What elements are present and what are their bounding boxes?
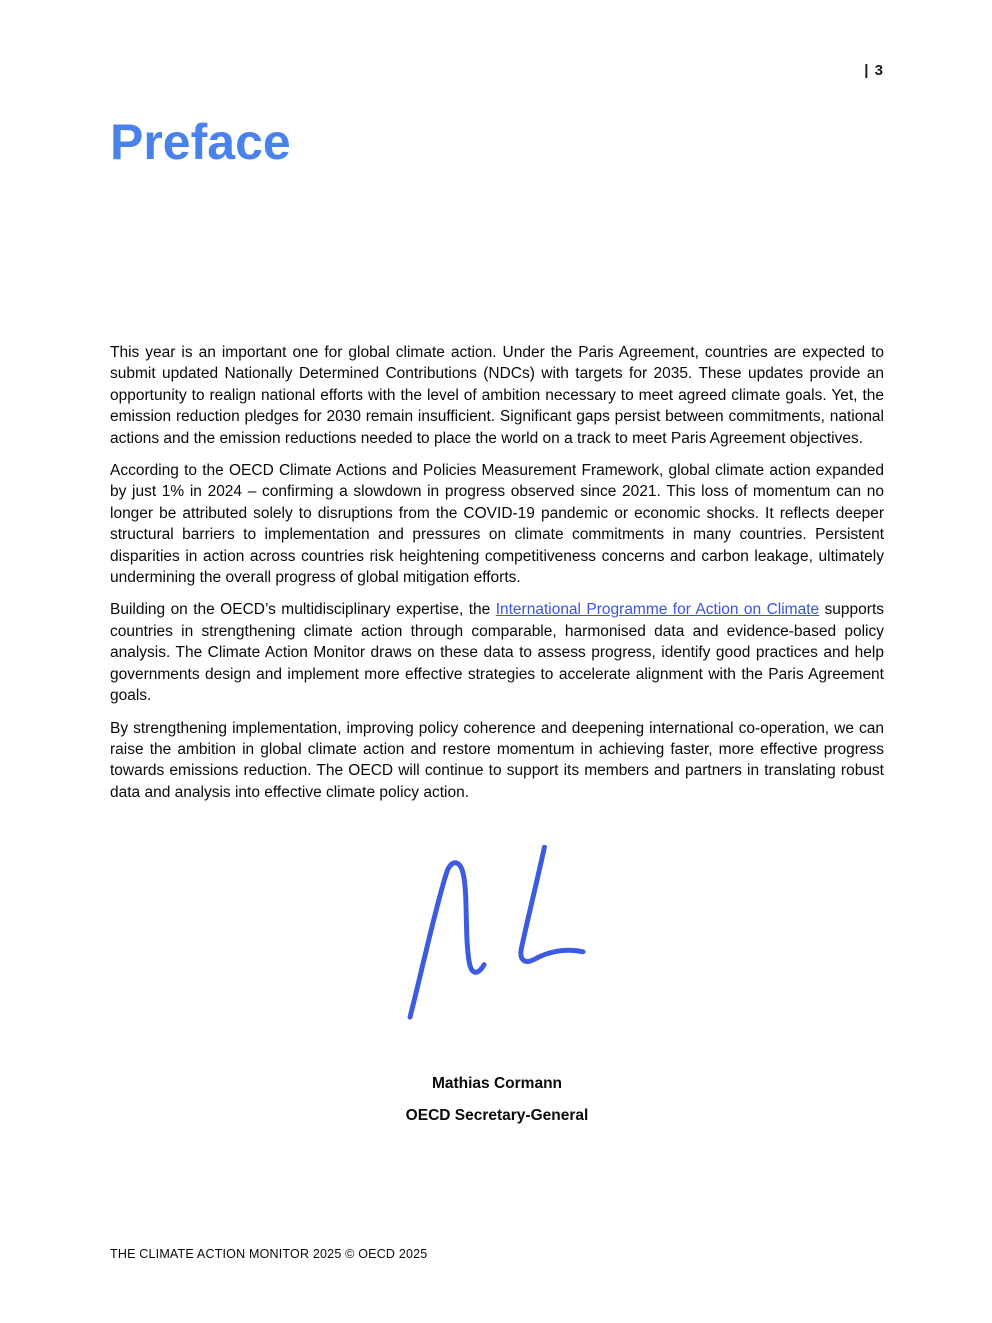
page-title: Preface xyxy=(110,114,291,170)
signature-block xyxy=(110,845,884,1023)
page-number: | 3 xyxy=(864,62,884,79)
paragraph-1: This year is an important one for global climate action. Under the Paris Agreement, countries are expected to submit updated Nationally Determined Contributions (NDCs) with targets for 2035. These updates provide an opportunity to realign national efforts with the level of ambition necessary to meet agreed climate goals. Yet, the emission reduction pledges for 2030 remain insufficient. Significant gaps persist between commitments, national actions and the emission reductions needed to place the world on a track to meet Paris Agreement objectives. xyxy=(110,344,884,447)
signatory-name: Mathias Cormann xyxy=(431,1075,563,1093)
page-header xyxy=(110,0,884,84)
document-body xyxy=(110,342,884,803)
signature-image xyxy=(406,845,588,1023)
page-footer: THE CLIMATE ACTION MONITOR 2025 © OECD 2025 xyxy=(110,1247,428,1261)
paragraph-4: By strengthening implementation, improving policy coherence and deepening international co-operation, we can raise the ambition in global climate action and restore momentum in achieving faster, more effective progress towards emissions reduction. The OECD will continue to support its members and partners in translating robust data and analysis into effective climate policy action. xyxy=(110,719,884,801)
paragraph-2: According to the OECD Climate Actions and Policies Measurement Framework, global climate action expanded by just 1% in 2024 – confirming a slowdown in progress observed since 2021. This loss of momentum can no longer be attributed solely to disruptions from the COVID-19 pandemic or economic shocks. It reflects deeper structural barriers to implementation and pressures on climate commitments in many countries. Persistent disparities in action across countries risk heightening competitiveness concerns and carbon leakage, ultimately undermining the overall progress of global mitigation efforts. xyxy=(110,462,884,587)
paragraph-3-text-after-link: supports countries in strengthening climate action through comparable, harmonised data and evidence-based policy analysis. The Climate Action Monitor draws on these data to assess progress, identify good practices and help governments design and implement more effective strategies to accelerate alignment with the Paris Agreement goals. xyxy=(110,601,885,705)
link-international-programme-for-action-on-climate[interactable]: International Programme for Action on Climate xyxy=(495,601,820,619)
paragraph-3-text-before-link: Building on the OECD’s multidisciplinary expertise, the xyxy=(110,601,496,619)
paragraph-3 xyxy=(110,599,884,706)
signatory-title: OECD Secretary-General xyxy=(405,1107,589,1125)
